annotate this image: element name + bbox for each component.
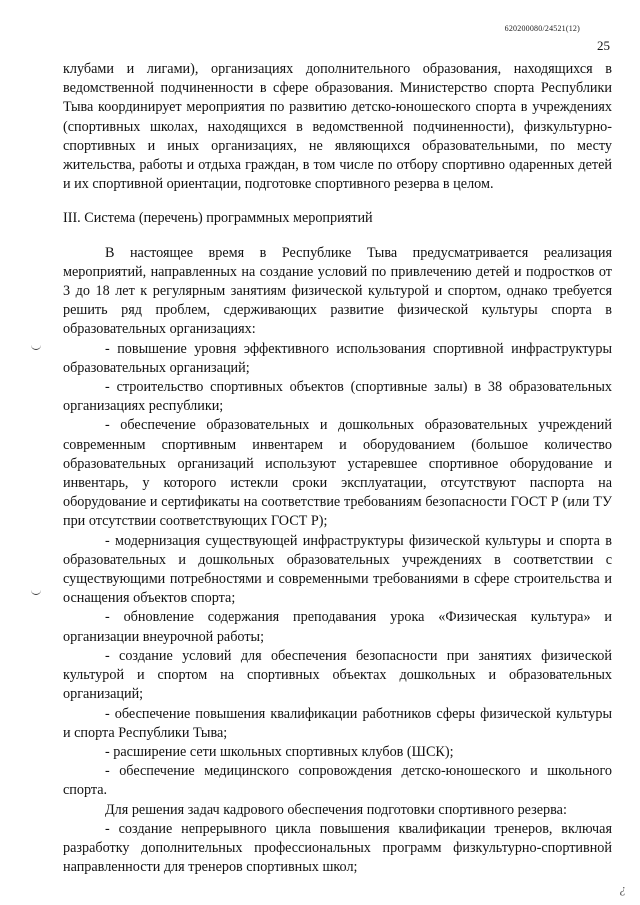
measure-item: - модернизация существующей инфраструктуры физической культуры и спорта в образовательных и дошкольных образовательных учреждениях в соответствии с существующими потребностями и современными требованиями в сфере строительства и оснащения объектов спорта; <box>63 532 612 607</box>
measure-item: - обновление содержания преподавания урока «Физическая культура» и организации внеурочной работы; <box>63 609 612 645</box>
measure-item: - обеспечение повышения квалификации работников сферы физической культуры и спорта Республики Тыва; <box>63 705 612 741</box>
measure-item: - создание условий для обеспечения безопасности при занятиях физической культурой и спортом на спортивных объектах дошкольных и образовательных организаций; <box>63 647 612 703</box>
measure-item: - расширение сети школьных спортивных клубов (ШСК); <box>105 743 454 760</box>
measure-item: - строительство спортивных объектов (спортивные залы) в 38 образовательных организациях республики; <box>63 379 612 415</box>
margin-mark <box>31 587 41 595</box>
staffing-paragraph: Для решения задач кадрового обеспечения подготовки спортивного резерва: <box>105 801 567 818</box>
section-heading: III. Система (перечень) программных мероприятий <box>63 210 373 227</box>
measure-item: - обеспечение медицинского сопровождения детско-юношеского и школьного спорта. <box>63 763 612 799</box>
measure-item: - обеспечение образовательных и дошкольных образовательных учреждений современным спортивным инвентарем и оборудованием (большое количество образовательных организаций используют устаревшее спортивное оборудование и инвентарь, у которого истекли сроки эксплуатации, отсутствуют паспорта на оборудование и сертификаты на соответствие требованиям безопасности ГОСТ Р (или ТУ при отсутствии соответствующих ГОСТ Р); <box>63 417 612 530</box>
intro-paragraph: клубами и лигами), организациях дополнительного образования, находящихся в ведомственной подчиненности в сфере образования. Министерство спорта Республики Тыва координирует мероприятия по развитию детско-юношеского спорта в учреждениях (спортивных школах, находящихся в ведомственной подчиненности), физкультурно-спортивных и иных организациях, не являющихся образовательными, по месту жительства, работы и отдыха граждан, в том числе по отбору спортивно одаренных детей и их спортивной ориентации, подготовке спортивного резерва в целом. <box>63 61 612 193</box>
margin-mark <box>31 342 41 350</box>
staffing-item: - создание непрерывного цикла повышения квалификации тренеров, включая разработку дополнительных профессиональных программ физкультурно-спортивной направленности для тренеров спортивных школ; <box>63 820 612 876</box>
lead-paragraph: В настоящее время в Республике Тыва предусматривается реализация мероприятий, направленных на создание условий по привлечению детей и подростков от 3 до 18 лет к регулярным занятиям физической культурой и спортом, однако требуется решить ряд проблем, сдерживающих развитие физической культуры спорта в образовательных организациях: <box>63 244 612 338</box>
page-number: 25 <box>597 38 610 53</box>
handwritten-mark: ¿ <box>619 881 626 896</box>
document-id: 620200080/24521(12) <box>504 24 580 33</box>
document-body <box>63 60 612 877</box>
measure-item: - повышение уровня эффективного использования спортивной инфраструктуры образовательных организаций; <box>63 340 612 376</box>
